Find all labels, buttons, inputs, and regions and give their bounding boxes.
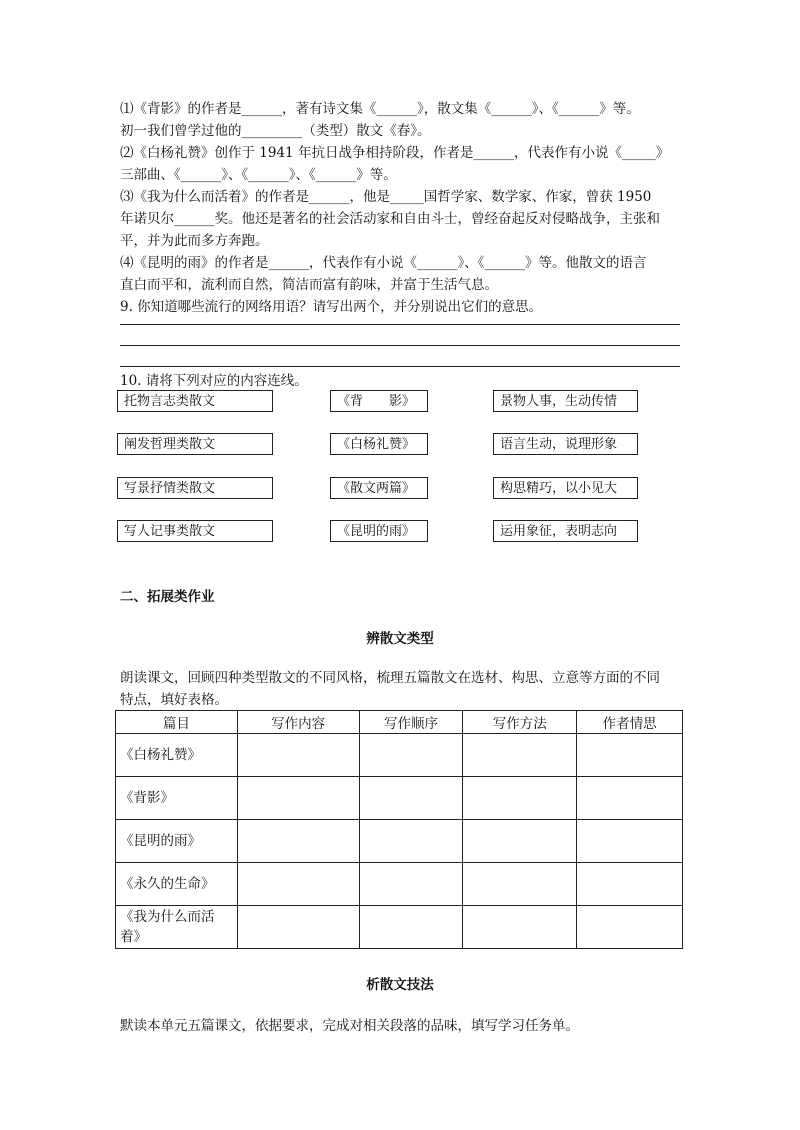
section-heading: 二、拓展类作业	[120, 589, 215, 605]
essay-table	[115, 710, 683, 949]
header-emotion: 作者情思	[577, 711, 683, 734]
blank-cell[interactable]	[577, 820, 683, 863]
blank-cell[interactable]	[237, 863, 359, 906]
subheading-techniques: 析散文技法	[366, 977, 434, 993]
row-title: 《永久的生命》	[116, 863, 238, 906]
header-content: 写作内容	[237, 711, 359, 734]
row-title: 《白杨礼赞》	[116, 734, 238, 777]
blank-cell[interactable]	[237, 820, 359, 863]
answer-line-2[interactable]	[120, 345, 680, 346]
right-box-3[interactable]: 构思精巧，以小见大	[493, 477, 638, 499]
q8-line-4: 三部曲、《______》、《______》、《______》等。	[120, 167, 397, 183]
blank-cell[interactable]	[237, 777, 359, 820]
intro-line-1: 朗读课文，回顾四种类型散文的不同风格，梳理五篇散文在选材、构思、立意等方面的不同	[120, 670, 660, 686]
subheading-types: 辨散文类型	[366, 631, 434, 647]
header-order: 写作顺序	[359, 711, 463, 734]
middle-box-3[interactable]: 《散文两篇》	[330, 477, 428, 499]
q10-title: 10. 请将下列对应的内容连线。	[120, 373, 308, 389]
q8-line-6: 年诺贝尔______奖。他还是著名的社会活动家和自由斗士，曾经奋起反对侵略战争，主张和	[120, 211, 660, 227]
table-row	[116, 863, 683, 906]
right-box-4[interactable]: 运用象征，表明志向	[493, 520, 638, 542]
blank-cell[interactable]	[359, 820, 463, 863]
row-title: 《背影》	[116, 777, 238, 820]
blank-cell[interactable]	[577, 734, 683, 777]
blank-cell[interactable]	[359, 906, 463, 949]
intro-line-2: 特点，填好表格。	[120, 692, 228, 708]
header-title: 篇目	[116, 711, 238, 734]
blank-cell[interactable]	[359, 777, 463, 820]
header-method: 写作方法	[463, 711, 577, 734]
blank-cell[interactable]	[577, 906, 683, 949]
q8-line-5: ⑶《我为什么而活着》的作者是______，他是_____国哲学家、数学家、作家，曾获 1950	[120, 189, 652, 205]
table-row	[116, 820, 683, 863]
table-header-row	[116, 711, 683, 734]
blank-cell[interactable]	[359, 863, 463, 906]
right-box-1[interactable]: 景物人事，生动传情	[493, 390, 638, 412]
q8-line-8: ⑷《昆明的雨》的作者是______，代表作有小说《______》、《______》等。他散文的语言	[120, 255, 647, 271]
outro-line: 默读本单元五篇课文，依据要求，完成对相关段落的品味，填写学习任务单。	[120, 1018, 579, 1034]
blank-cell[interactable]	[463, 734, 577, 777]
left-box-4[interactable]: 写人记事类散文	[117, 520, 273, 542]
middle-box-2[interactable]: 《白杨礼赞》	[330, 433, 428, 455]
answer-line-3[interactable]	[120, 366, 680, 367]
left-box-3[interactable]: 写景抒情类散文	[117, 477, 273, 499]
q8-line-2: 初一我们曾学过他的_________（类型）散文《春》。	[120, 123, 431, 139]
table-row	[116, 734, 683, 777]
blank-cell[interactable]	[463, 777, 577, 820]
blank-cell[interactable]	[359, 734, 463, 777]
table-row	[116, 906, 683, 949]
row-title: 《昆明的雨》	[116, 820, 238, 863]
middle-box-1[interactable]: 《背 影》	[330, 390, 428, 412]
blank-cell[interactable]	[463, 820, 577, 863]
q9-prompt: 9. 你知道哪些流行的网络用语？请写出两个，并分别说出它们的意思。	[120, 299, 543, 315]
q8-line-7: 平，并为此而多方奔跑。	[120, 233, 269, 249]
left-box-2[interactable]: 阐发哲理类散文	[117, 433, 273, 455]
middle-box-4[interactable]: 《昆明的雨》	[330, 520, 428, 542]
blank-cell[interactable]	[577, 777, 683, 820]
answer-line-1[interactable]	[120, 324, 680, 325]
blank-cell[interactable]	[463, 863, 577, 906]
blank-cell[interactable]	[463, 906, 577, 949]
row-title: 《我为什么而活着》	[116, 906, 238, 949]
q8-line-1: ⑴《背影》的作者是______，著有诗文集《______》，散文集《______》、《______》等。	[120, 101, 640, 117]
blank-cell[interactable]	[237, 906, 359, 949]
blank-cell[interactable]	[577, 863, 683, 906]
right-box-2[interactable]: 语言生动，说理形象	[493, 433, 638, 455]
q8-line-3: ⑵《白杨礼赞》创作于 1941 年抗日战争相持阶段，作者是______，代表作有小说《_____》	[120, 145, 670, 161]
left-box-1[interactable]: 托物言志类散文	[117, 390, 273, 412]
table-row	[116, 777, 683, 820]
blank-cell[interactable]	[237, 734, 359, 777]
q8-line-9: 直白而平和，流利而自然，简洁而富有韵味，并富于生活气息。	[120, 277, 498, 293]
